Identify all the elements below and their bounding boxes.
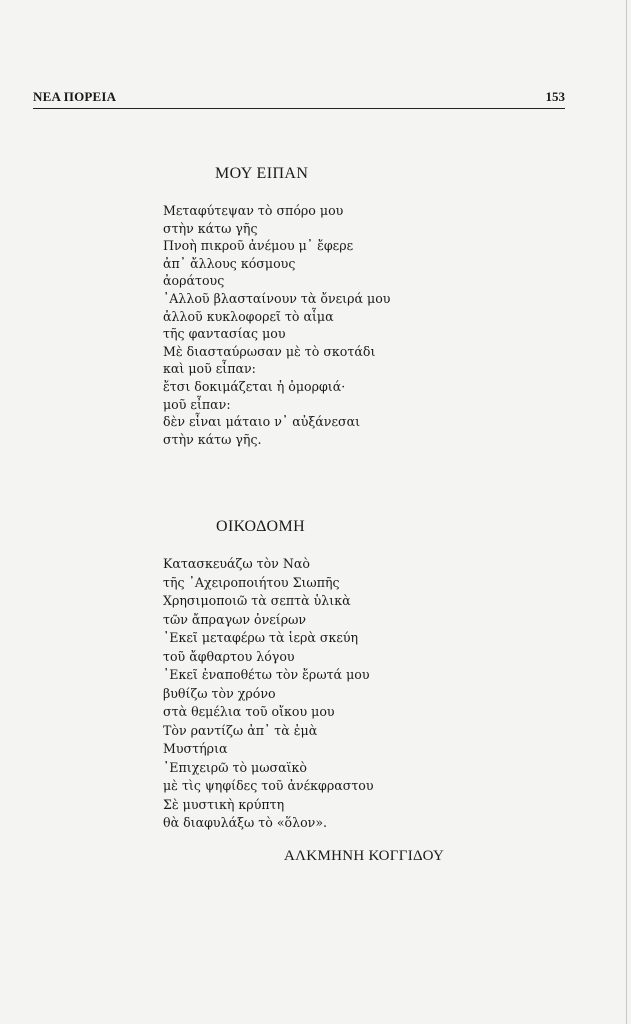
poem-line: καὶ μοῦ εἶπαν: bbox=[163, 361, 256, 377]
poem-title-mou-eipan: ΜΟΥ ΕΙΠΑΝ bbox=[215, 165, 309, 182]
poem-line: θὰ διαφυλάξω τὸ «ὅλον». bbox=[163, 815, 328, 830]
poem-line: Σὲ μυστικὴ κρύπτη bbox=[163, 796, 285, 812]
poem-line: ᾿Εκεῖ ἐναποθέτω τὸν ἔρωτά μου bbox=[163, 667, 370, 682]
poem-line: Μεταφύτεψαν τὸ σπόρο μου bbox=[163, 203, 344, 218]
poem-line: μὲ τὶς ψηφίδες τοῦ ἀνέκφραστου bbox=[163, 778, 374, 793]
poem-line: ἀοράτους bbox=[163, 273, 225, 289]
poem-line: Μὲ διασταύρωσαν μὲ τὸ σκοτάδι bbox=[163, 343, 376, 359]
page-number: 153 bbox=[545, 89, 565, 104]
poem-line: δὲν εἶναι μάταιο ν᾿ αὐξάνεσαι bbox=[163, 414, 361, 430]
poem-title-oikodomi: ΟΙΚΟΔΟΜΗ bbox=[216, 518, 306, 535]
poem-line: τοῦ ἄφθαρτου λόγου bbox=[163, 648, 295, 664]
poem-line: ᾿Εκεῖ μεταφέρω τὰ ἱερὰ σκεύη bbox=[163, 630, 359, 645]
running-header bbox=[33, 88, 565, 109]
poem-line: στὴν κάτω γῆς. bbox=[163, 431, 262, 447]
poem-line: Χρησιμοποιῶ τὰ σεπτὰ ὑλικὰ bbox=[163, 593, 351, 608]
poem-mou-eipan bbox=[163, 202, 390, 448]
poem-oikodomi bbox=[163, 555, 374, 833]
poem-line: ἀπ᾿ ἄλλους κόσμους bbox=[163, 255, 296, 271]
poem-line: Πνοὴ πικροῦ ἀνέμου μ᾿ ἔφερε bbox=[163, 238, 354, 254]
poem-line: τῆς φαντασίας μου bbox=[163, 326, 286, 342]
poem-line: ἔτσι δοκιμάζεται ἡ ὀμορφιά· bbox=[163, 378, 346, 394]
poem-line: μοῦ εἶπαν: bbox=[163, 396, 231, 412]
author-signature: ΑΛΚΜΗΝΗ ΚΟΓΓΙΔΟΥ bbox=[284, 848, 445, 864]
poem-line: ᾿Αλλοῦ βλασταίνουν τὰ ὄνειρά μου bbox=[163, 290, 391, 306]
poem-line: Μυστήρια bbox=[163, 741, 228, 756]
poem-line: Κατασκευάζω τὸν Ναὸ bbox=[163, 556, 310, 571]
poem-line: Τὸν ραντίζω ἀπ᾿ τὰ ἐμὰ bbox=[163, 722, 318, 738]
poem-line: τῆς ᾿Αχειροποιήτου Σιωπῆς bbox=[163, 574, 340, 590]
poem-line: τῶν ἄπραγων ὀνείρων bbox=[163, 611, 307, 627]
poem-line: στὰ θεμέλια τοῦ οἴκου μου bbox=[163, 704, 335, 719]
poem-line: ᾿Επιχειρῶ τὸ μωσαϊκὸ bbox=[163, 759, 307, 775]
poem-line: βυθίζω τὸν χρόνο bbox=[163, 685, 276, 701]
poem-line: στὴν κάτω γῆς bbox=[163, 220, 258, 236]
poem-line: ἀλλοῦ κυκλοφορεῖ τὸ αἷμα bbox=[163, 308, 334, 324]
page-edge bbox=[626, 0, 628, 1024]
journal-title: ΝΕΑ ΠΟΡΕΙΑ bbox=[33, 89, 117, 104]
